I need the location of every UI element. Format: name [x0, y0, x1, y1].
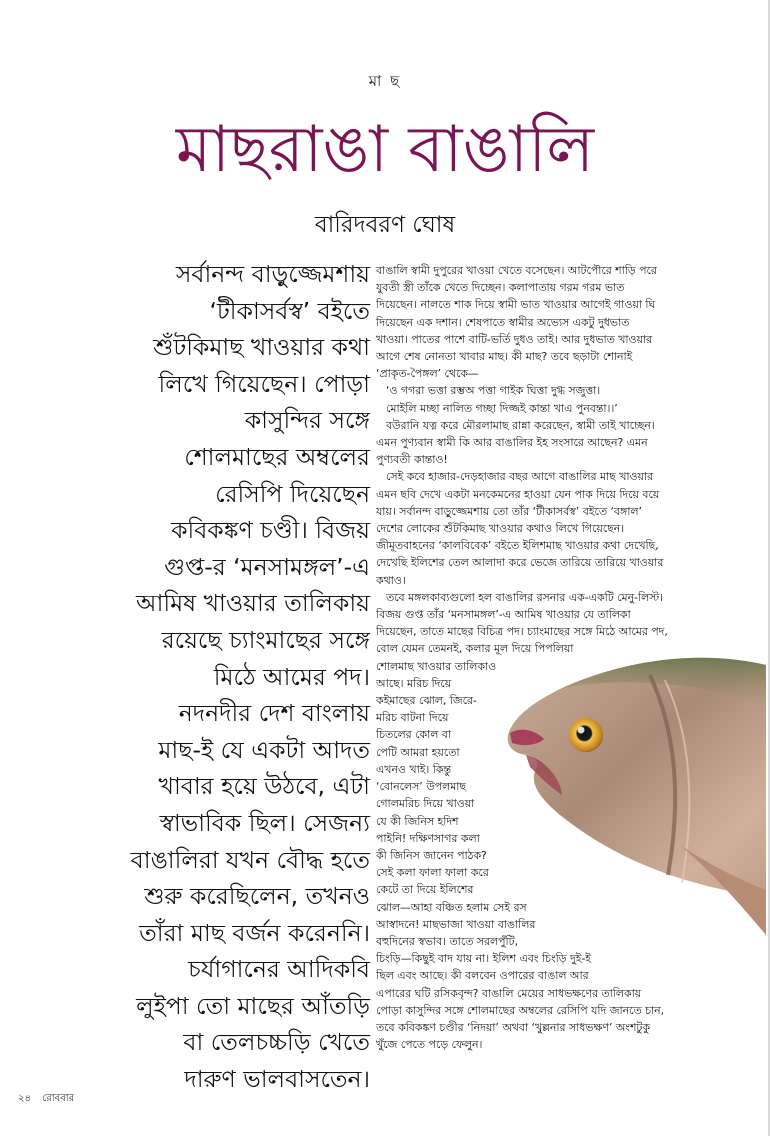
body-line: কী জিনিস জানেন পাঠক? [376, 848, 487, 862]
lead-line: ‘টীকাসর্বস্ব’ বইতে [209, 296, 370, 325]
body-line: বোল যেমন তেমনই, কলার মূল দিয়ে পিপলিয়া [376, 642, 574, 656]
body-line: পুণ্যবতী কান্তাও! [376, 453, 448, 467]
lead-line: সর্বানন্দ বাড়ুজ্জেমশায় [175, 260, 370, 288]
body-line: দিয়েছেন, তাতে মাছের বিচিত্র পদ। চ্যাংমাছের সঙ্গে মিঠে আমের পদ, [376, 625, 668, 639]
lead-line: লিখে গিয়েছেন। পোড়া [158, 369, 370, 398]
body-line: মোইলি মচ্ছা নালিত গচ্ছা দিজ্জই কান্তা খাএ পুনবন্তা।।’ [386, 401, 618, 415]
magazine-name: রোববার [42, 1093, 75, 1104]
body-line: চিতলের কোল বা [376, 728, 452, 742]
body-line: যুবতী স্ত্রী তাঁকে খেতে দিচ্ছেন। কলাপাতায় গরম গরম ভাত [376, 281, 625, 295]
body-line: আস্বাদনে! মাছভাজা খাওয়া বাঙালির [376, 917, 536, 931]
lead-line: চর্যাগানের আদিকবি [188, 955, 370, 984]
body-line: বিজয় গুপ্ত তাঁর ‘মনসামঙ্গল’-এ আমিষ খাওয়ার যে তালিকা [376, 608, 631, 622]
body-line: বাঙালি স্বামী দুপুরের খাওয়া খেতে বসেছেন। আটপৌরে শাড়ি পরে [376, 264, 657, 277]
body-line: সেই কলা ফালা ফালা করে [376, 866, 489, 880]
body-line: সেই কবে হাজার-দেড়হাজার বছর আগে বাঙালির মাছ খাওয়ার [386, 470, 654, 484]
body-line: দিয়েছেন। নালতে শাক দিয়ে স্বামী ভাত খাওয়ার আগেই গাওয়া ঘি [376, 298, 656, 312]
body-line: পাইনি! দক্ষিণসাগর কলা [376, 831, 480, 845]
body-line: যায়। সর্বানন্দ বাড়ুজ্জেমশায় তো তাঁর ‘টীকাসর্বস্ব’ বইতে ‘বঙ্গাল’ [376, 504, 642, 518]
lead-line: রয়েছে চ্যাংমাছের সঙ্গে [161, 625, 370, 654]
lead-line: খাবার হয়ে উঠবে, এটা [158, 772, 370, 801]
lead-line: কবিকঙ্কণ চণ্ডী। বিজয় [171, 516, 370, 545]
lead-line: আমিষ খাওয়ার তালিকায় [136, 589, 370, 618]
body-line: কেটে তা দিয়ে ইলিশের [376, 883, 474, 897]
page-footer [18, 1091, 74, 1108]
lead-column [58, 256, 370, 1098]
lead-line: তাঁরা মাছ বর্জন করেননি। [139, 918, 370, 947]
body-line: দেখেছি ইলিশের তেল আলাদা করে ভেজে তারিয়ে তারিয়ে খাওয়ার [376, 556, 664, 570]
body-line: মরিচ বাটনা দিয়ে [376, 711, 449, 725]
body-line: কইমাছের ঝোল, জিরে- [376, 694, 477, 708]
body-line: শোলমাছ খাওয়ার তালিকাও [376, 659, 497, 673]
body-line: চিংড়ি—কিছুই বাদ যায় না। ইলিশ এবং চিংড়ি দুই-ই [376, 952, 591, 966]
author-byline: বারিদবরণ ঘোষ [314, 212, 456, 238]
body-line: যে কী জিনিস হদিশ [376, 814, 459, 828]
lead-line: মাছ-ই যে একটা আদত [158, 735, 370, 764]
lead-line: স্বাভাবিক ছিল। সেজন্য [159, 808, 370, 837]
lead-line: শুরু করেছিলেন, তখনও [144, 882, 370, 911]
body-line: এমন ছবি দেখে একটা মনকেমনের হাওয়া যেন পাক দিয়ে দিয়ে বয়ে [376, 487, 660, 501]
body-line: পেটি আমরা হয়তো [376, 745, 460, 759]
body-line: ‘প্রাকৃত-পৈঙ্গল’ থেকে— [376, 367, 479, 381]
body-line: খাওয়া। পাতের পাশে বাটি-ভর্তি দুধও তাই। আর দুধভাত খাওয়ার [376, 332, 653, 346]
body-line: বহুদিনের স্বভাব। তাতে সরলপুঁটি, [376, 934, 519, 948]
body-line: পোড়া কাসুন্দির সঙ্গে শোলমাছের অম্বলের রেসিপি যদি জানতে চান, [376, 1003, 665, 1017]
lead-line: বা তেলচচ্চড়ি খেতে [183, 1028, 370, 1057]
lead-line: লুইপা তো মাছের আঁতড়ি [136, 991, 370, 1020]
lead-line: গুপ্ত-র ‘মনসামঙ্গল’-এ [164, 552, 370, 581]
body-line: এখনও খাই। কিন্তু [376, 762, 451, 776]
body-line: ঝোল—আহা বঞ্চিত হলাম সেই রস [376, 900, 527, 914]
body-line: তবে মঙ্গলকাব্যগুলো হল বাঙালির রসনার এক-একটি মেনু-লিস্ট। [386, 590, 664, 604]
section-label: মা ছ [368, 72, 402, 90]
body-line: এমন পুণ্যবান স্বামী কি আর বাঙালির ইহ সংসারে আছেন? এমন [376, 436, 648, 450]
article-headline: মাছরাঙা বাঙালি [175, 113, 595, 187]
body-line: এপারের ঘটি রসিকবৃন্দ? বাঙালি মেয়ের সাধভক্ষণের তালিকায় [376, 986, 642, 1000]
body-line: আছে। মরিচ দিয়ে [376, 676, 452, 690]
body-line: ‘ও গগরা ভত্তা রম্ভঅ পত্তা গাইক ঘিত্তা দুগ্ধ সজুত্তা। [386, 384, 601, 398]
body-line: তবে কবিকঙ্কণ চণ্ডীর ‘নিদয়া’ অথবা ‘খুল্লনার সাধভক্ষণ’ অংশটুকু [376, 1020, 650, 1034]
lead-line: শোলমাছের অম্বলের [184, 442, 370, 471]
body-line: দেশের লোকের শুঁটকিমাছ খাওয়ার কথাও লিখে গিয়েছেন। [376, 522, 625, 536]
lead-line: দারুণ ভালবাসতেন। [184, 1065, 370, 1094]
lead-line: মিঠে আমের পদ। [213, 662, 370, 691]
body-line: কথাও। [376, 573, 406, 587]
body-line: ছিল এবং আছে। কী বলবেন ওপারের বাঙাল আর [376, 969, 589, 983]
lead-line: শুঁটকিমাছ খাওয়ার কথা [153, 333, 370, 362]
body-line: দিয়েছেন এক দশান। শেষপাতে স্বামীর অভ্যেস একটু দুধভাত [376, 315, 630, 329]
body-line: গোলমরিচ দিয়ে খাওয়া [376, 797, 475, 811]
lead-line: নদনদীর দেশ বাংলায় [178, 699, 370, 728]
body-line: বউরানি যত্ন করে মৌরলামাছ রান্না করেছেন, স্বামী তাই খাচ্ছেন। [386, 418, 655, 432]
body-line: আগে শেষ নোনতা খাবার মাছ। কী মাছ? তবে ছড়াটা শোনাই [376, 350, 633, 364]
body-line: খুঁজে পেতে পড়ে ফেলুন। [376, 1038, 483, 1052]
fish-head-photo [500, 635, 766, 985]
body-line: ‘বোনলেস’ উপলমাছ [376, 780, 467, 794]
page-number: ২৪ [18, 1093, 31, 1104]
lead-line: কাসুন্দির সঙ্গে [244, 406, 370, 435]
lead-line: রেসিপি দিয়েছেন [215, 479, 370, 508]
body-line: জীমূতবাহনের ‘কালবিবেক’ বইতে ইলিশমাছ খাওয়ার কথা দেখেছি, [376, 539, 659, 553]
lead-line: বাঙালিরা যখন বৌদ্ধ হতে [130, 845, 370, 874]
